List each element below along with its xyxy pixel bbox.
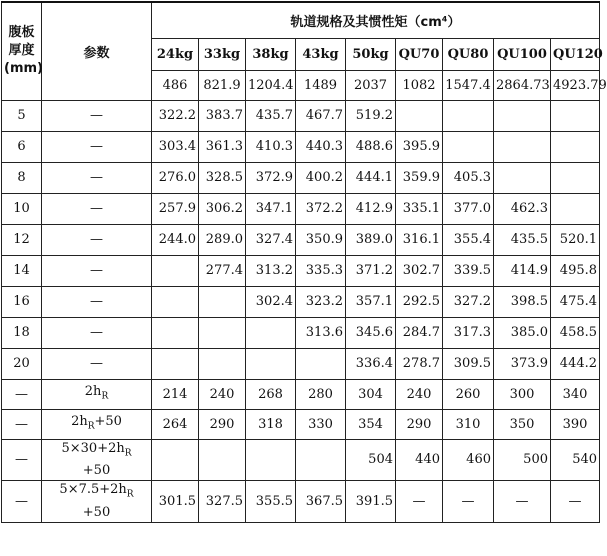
value-cell: 268: [246, 379, 296, 409]
value-cell: 359.9: [396, 162, 443, 193]
value-cell: [152, 439, 199, 481]
param-formula-line-1: [44, 383, 149, 406]
value-cell: 440.3: [296, 131, 346, 162]
rail-moment-cell: 1489: [296, 70, 346, 100]
table-row: [2, 409, 600, 439]
param-cell: —: [42, 162, 152, 193]
value-cell: 412.9: [346, 193, 396, 224]
thickness-cell: 16: [2, 286, 42, 317]
value-cell: 336.4: [346, 348, 396, 379]
value-cell: [296, 348, 346, 379]
value-cell: 323.2: [296, 286, 346, 317]
value-cell: [296, 439, 346, 481]
thickness-cell: 12: [2, 224, 42, 255]
value-cell: 520.1: [551, 224, 600, 255]
value-cell: 391.5: [346, 481, 396, 523]
table-row: [2, 193, 600, 224]
value-cell: 277.4: [199, 255, 246, 286]
value-cell: 335.3: [296, 255, 346, 286]
value-cell: 290: [199, 409, 246, 439]
value-cell: 414.9: [494, 255, 551, 286]
value-cell: 240: [396, 379, 443, 409]
value-cell: 347.1: [246, 193, 296, 224]
value-cell: [152, 348, 199, 379]
value-cell: [396, 100, 443, 131]
value-cell: 327.5: [199, 481, 246, 523]
value-cell: 357.1: [346, 286, 396, 317]
param-cell: —: [42, 100, 152, 131]
value-cell: 444.2: [551, 348, 600, 379]
thickness-cell: 14: [2, 255, 42, 286]
thickness-cell: —: [2, 481, 42, 523]
value-cell: 306.2: [199, 193, 246, 224]
value-cell: 435.7: [246, 100, 296, 131]
value-cell: 300: [494, 379, 551, 409]
value-cell: [443, 131, 494, 162]
value-cell: 335.1: [396, 193, 443, 224]
value-cell: [494, 131, 551, 162]
param-cell: —: [42, 224, 152, 255]
value-cell: 467.7: [296, 100, 346, 131]
rail-moment-cell: 1082: [396, 70, 443, 100]
value-cell: 355.5: [246, 481, 296, 523]
value-cell: 310: [443, 409, 494, 439]
value-cell: 488.6: [346, 131, 396, 162]
param-cell: —: [42, 193, 152, 224]
rail-name-cell: QU100: [494, 38, 551, 70]
value-cell: 350: [494, 409, 551, 439]
value-cell: 330: [296, 409, 346, 439]
rail-name-cell: 24kg: [152, 38, 199, 70]
param-formula-line-2: +50: [82, 504, 111, 520]
value-cell: —: [494, 481, 551, 523]
value-cell: [152, 317, 199, 348]
rail-moment-cell: 1204.4: [246, 70, 296, 100]
param-formula-main: 2h: [71, 413, 88, 429]
rail-moment-cell: 821.9: [199, 70, 246, 100]
value-cell: 400.2: [296, 162, 346, 193]
value-cell: [199, 286, 246, 317]
param-formula-subscript: R: [126, 489, 134, 500]
value-cell: 327.2: [443, 286, 494, 317]
value-cell: 435.5: [494, 224, 551, 255]
value-cell: [152, 286, 199, 317]
value-cell: 410.3: [246, 131, 296, 162]
value-cell: 383.7: [199, 100, 246, 131]
rail-name-cell: QU120: [551, 38, 600, 70]
value-cell: 361.3: [199, 131, 246, 162]
table-row: [2, 439, 600, 481]
rail-moment-cell: 486: [152, 70, 199, 100]
table-row: [2, 317, 600, 348]
value-cell: [551, 100, 600, 131]
table-header: [2, 2, 607, 100]
param-formula-line-2: +50: [82, 463, 111, 479]
value-cell: 264: [152, 409, 199, 439]
value-cell: [494, 100, 551, 131]
table-row: [2, 348, 600, 379]
param-formula-subscript: R: [87, 421, 95, 432]
param-cell: —: [42, 255, 152, 286]
value-cell: 475.4: [551, 286, 600, 317]
param-formula-cell: [42, 481, 152, 523]
value-cell: 354: [346, 409, 396, 439]
thickness-cell: 8: [2, 162, 42, 193]
value-cell: 317.3: [443, 317, 494, 348]
value-cell: [199, 348, 246, 379]
value-cell: [246, 348, 296, 379]
rail-name-cell: 50kg: [346, 38, 396, 70]
value-cell: 371.2: [346, 255, 396, 286]
thickness-cell: 6: [2, 131, 42, 162]
value-cell: 304: [346, 379, 396, 409]
table-row: [2, 255, 600, 286]
value-cell: 292.5: [396, 286, 443, 317]
value-cell: 303.4: [152, 131, 199, 162]
table-row: [2, 224, 600, 255]
value-cell: 318: [246, 409, 296, 439]
value-cell: 313.6: [296, 317, 346, 348]
param-formula-rest: +50: [94, 413, 122, 429]
value-cell: 244.0: [152, 224, 199, 255]
value-cell: 214: [152, 379, 199, 409]
web-thickness-label-line-3: (mm): [4, 61, 43, 77]
value-cell: 328.5: [199, 162, 246, 193]
value-cell: 460: [443, 439, 494, 481]
value-cell: 322.2: [152, 100, 199, 131]
value-cell: 444.1: [346, 162, 396, 193]
table-body: [2, 100, 600, 522]
thickness-cell: —: [2, 379, 42, 409]
value-cell: 302.7: [396, 255, 443, 286]
rail-name-cell: QU80: [443, 38, 494, 70]
value-cell: 372.9: [246, 162, 296, 193]
value-cell: 280: [296, 379, 346, 409]
value-cell: [443, 100, 494, 131]
value-cell: 301.5: [152, 481, 199, 523]
param-cell: —: [42, 286, 152, 317]
value-cell: 462.3: [494, 193, 551, 224]
value-cell: 367.5: [296, 481, 346, 523]
rail-moment-cell: 4923.79: [551, 70, 600, 100]
param-formula-subscript: R: [124, 448, 132, 459]
rail-name-cell: 43kg: [296, 38, 346, 70]
param-formula-line-1: [44, 481, 149, 504]
value-cell: 385.0: [494, 317, 551, 348]
value-cell: [152, 255, 199, 286]
value-cell: [246, 317, 296, 348]
table-row: [2, 131, 600, 162]
param-header: 参数: [42, 2, 152, 100]
value-cell: [551, 162, 600, 193]
web-thickness-label-line-2: 厚度: [8, 43, 35, 59]
value-cell: 504: [346, 439, 396, 481]
table-row: [2, 481, 600, 523]
thickness-cell: 5: [2, 100, 42, 131]
rail-inertia-table: [1, 1, 607, 523]
value-cell: 519.2: [346, 100, 396, 131]
param-formula-line-1: [44, 413, 149, 436]
param-cell: —: [42, 317, 152, 348]
value-cell: 345.6: [346, 317, 396, 348]
value-cell: 500: [494, 439, 551, 481]
value-cell: 405.3: [443, 162, 494, 193]
value-cell: 395.9: [396, 131, 443, 162]
value-cell: [494, 162, 551, 193]
rail-group-header: 轨道规格及其惯性矩（cm⁴）: [152, 2, 600, 38]
value-cell: [551, 131, 600, 162]
value-cell: [199, 317, 246, 348]
table-row: [2, 379, 600, 409]
thickness-cell: —: [2, 409, 42, 439]
value-cell: —: [443, 481, 494, 523]
value-cell: 284.7: [396, 317, 443, 348]
value-cell: 302.4: [246, 286, 296, 317]
param-formula-main: 5×7.5+2h: [59, 482, 127, 498]
value-cell: 458.5: [551, 317, 600, 348]
value-cell: 495.8: [551, 255, 600, 286]
thickness-cell: 18: [2, 317, 42, 348]
value-cell: 389.0: [346, 224, 396, 255]
table-row: [2, 100, 600, 131]
param-formula-cell: [42, 439, 152, 481]
value-cell: 257.9: [152, 193, 199, 224]
thickness-cell: 10: [2, 193, 42, 224]
value-cell: 390: [551, 409, 600, 439]
web-thickness-label-line-1: 腹板: [8, 25, 35, 41]
value-cell: [246, 439, 296, 481]
value-cell: [199, 439, 246, 481]
param-formula-subscript: R: [101, 391, 109, 402]
value-cell: —: [396, 481, 443, 523]
value-cell: 372.2: [296, 193, 346, 224]
param-formula-cell: [42, 379, 152, 409]
rail-name-cell: QU70: [396, 38, 443, 70]
param-formula-main: 2h: [84, 383, 102, 399]
value-cell: 339.5: [443, 255, 494, 286]
rail-name-cell: 38kg: [246, 38, 296, 70]
thickness-cell: 20: [2, 348, 42, 379]
table-row: [2, 162, 600, 193]
value-cell: 309.5: [443, 348, 494, 379]
value-cell: 440: [396, 439, 443, 481]
value-cell: 278.7: [396, 348, 443, 379]
value-cell: 276.0: [152, 162, 199, 193]
value-cell: 240: [199, 379, 246, 409]
value-cell: [551, 193, 600, 224]
value-cell: 540: [551, 439, 600, 481]
value-cell: 289.0: [199, 224, 246, 255]
value-cell: 340: [551, 379, 600, 409]
web-thickness-header: [2, 2, 42, 100]
value-cell: 327.4: [246, 224, 296, 255]
value-cell: 316.1: [396, 224, 443, 255]
param-cell: —: [42, 348, 152, 379]
value-cell: 355.4: [443, 224, 494, 255]
value-cell: 350.9: [296, 224, 346, 255]
rail-moment-cell: 2864.73: [494, 70, 551, 100]
value-cell: 373.9: [494, 348, 551, 379]
param-formula-main: 5×30+2h: [61, 440, 125, 456]
thickness-cell: —: [2, 439, 42, 481]
param-formula-line-1: [44, 440, 149, 463]
rail-moment-cell: 2037: [346, 70, 396, 100]
table-row: [2, 286, 600, 317]
value-cell: —: [551, 481, 600, 523]
value-cell: 260: [443, 379, 494, 409]
value-cell: 290: [396, 409, 443, 439]
rail-name-cell: 33kg: [199, 38, 246, 70]
rail-moment-cell: 1547.4: [443, 70, 494, 100]
value-cell: 313.2: [246, 255, 296, 286]
value-cell: 377.0: [443, 193, 494, 224]
value-cell: 398.5: [494, 286, 551, 317]
param-formula-cell: [42, 409, 152, 439]
param-cell: —: [42, 131, 152, 162]
